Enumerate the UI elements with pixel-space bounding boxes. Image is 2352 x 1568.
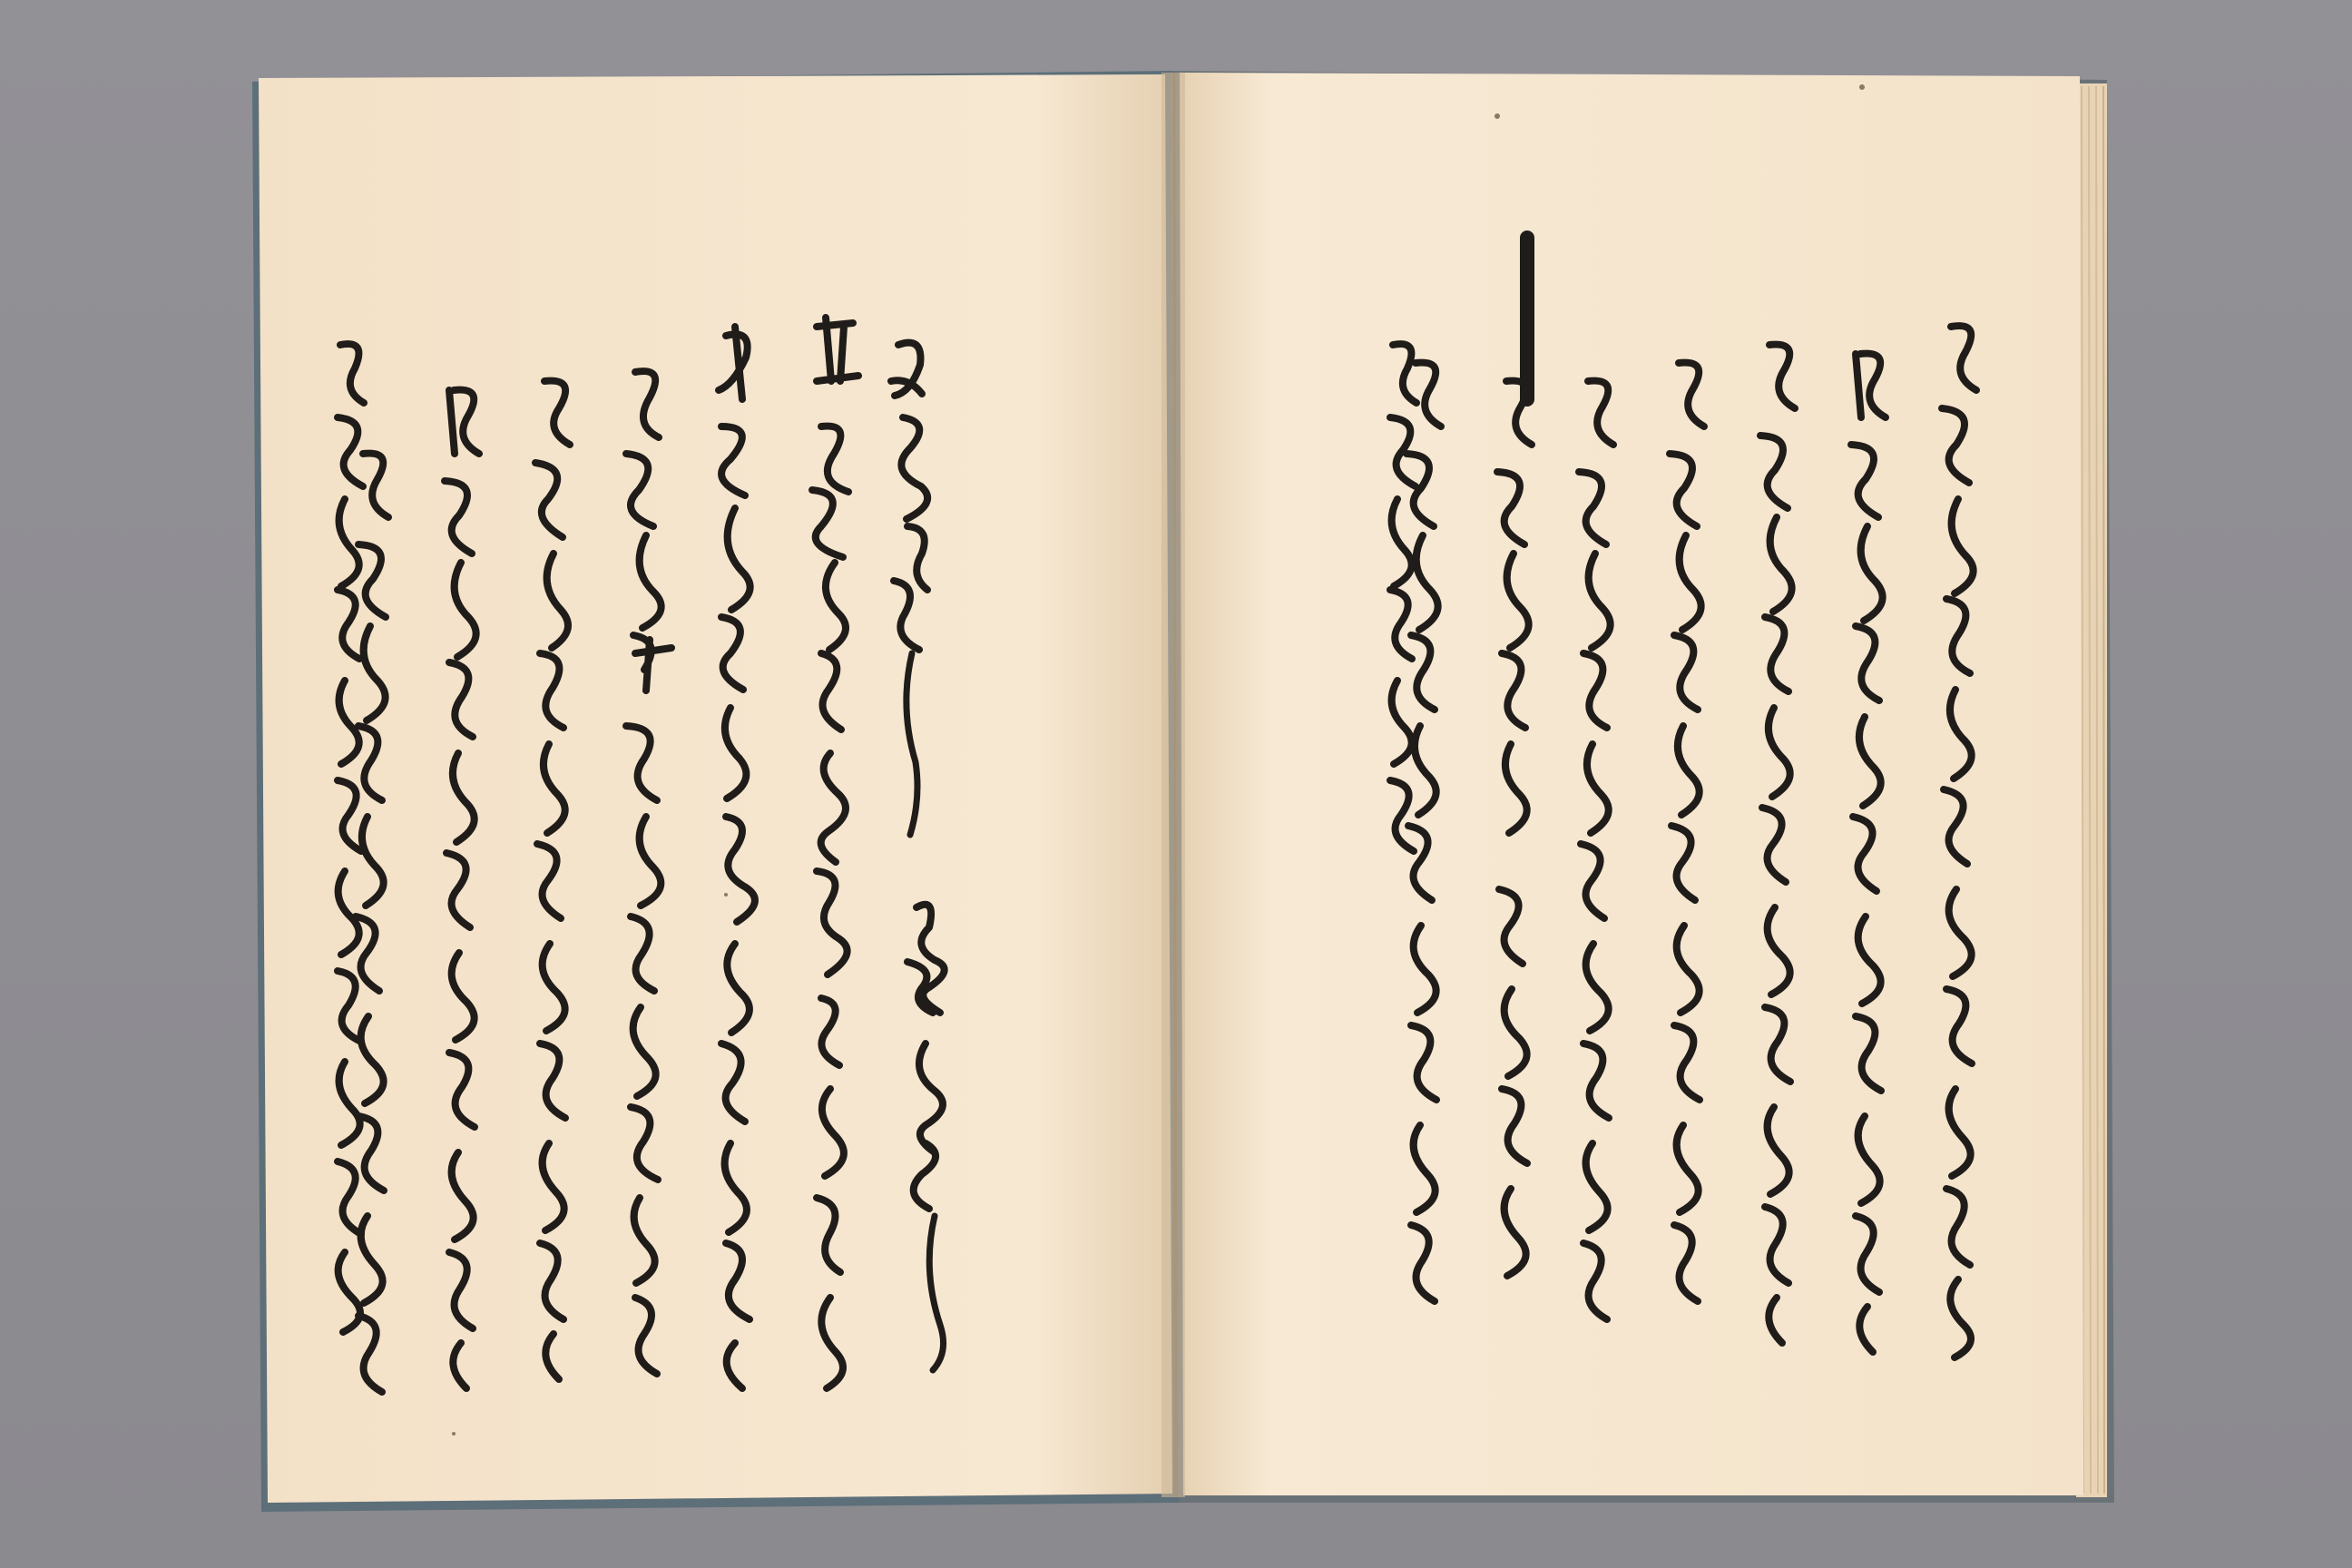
right-page [1180, 73, 2083, 1495]
left-page [259, 74, 1172, 1503]
